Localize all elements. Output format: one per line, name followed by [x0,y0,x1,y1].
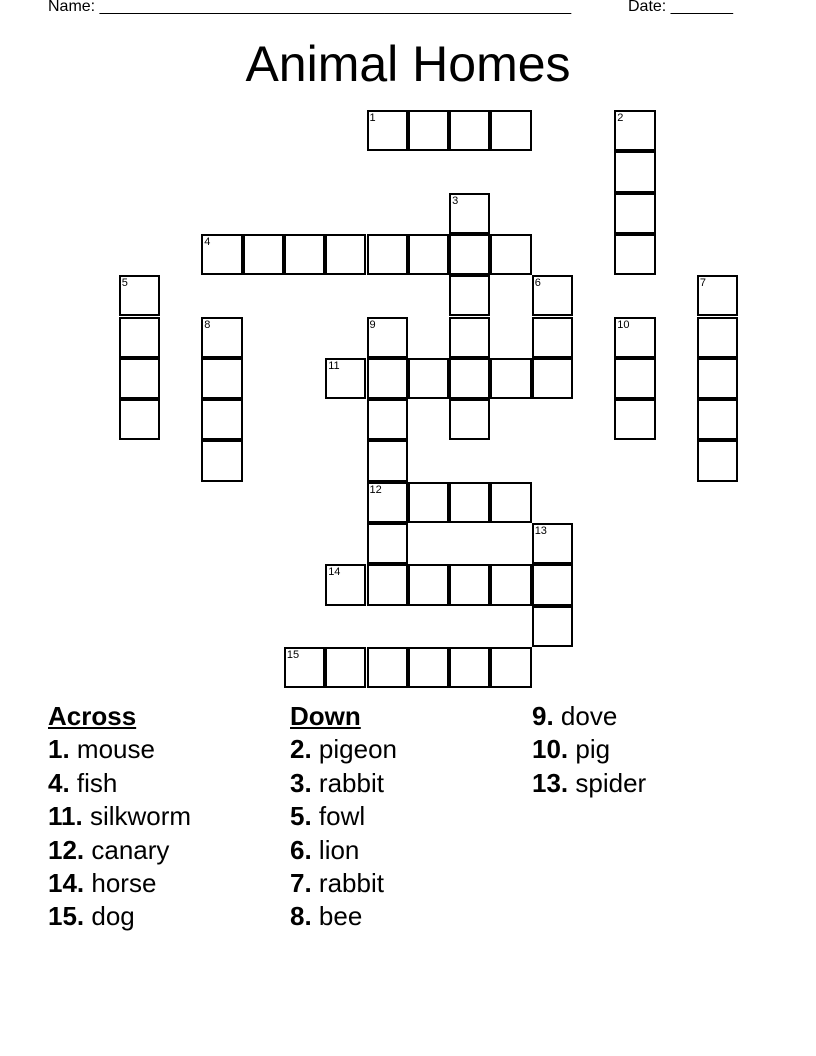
clue-number: 8 [204,318,211,331]
grid-cell[interactable] [119,317,160,358]
grid-cell[interactable] [697,440,738,481]
name-field-label: Name: _____________________________________________________ [48,0,572,15]
grid-cell[interactable] [614,317,655,358]
page-title: Animal Homes [245,36,571,92]
grid-cell[interactable] [367,647,408,688]
grid-cell[interactable] [490,234,531,275]
grid-cell[interactable] [532,606,573,647]
grid-cell[interactable] [367,564,408,605]
clue-down-7: 7. rabbit [290,868,384,899]
grid-cell[interactable] [532,317,573,358]
across-clues [48,700,191,934]
grid-cell[interactable] [697,275,738,316]
grid-cell[interactable] [201,440,242,481]
grid-cell[interactable] [614,193,655,234]
grid-cell[interactable] [367,317,408,358]
clue-across-11: 11. silkworm [48,801,192,832]
grid-cell[interactable] [490,482,531,523]
clue-number: 15 [286,648,300,661]
clue-number: 4 [204,235,211,248]
clue-number: 5 [121,277,128,290]
grid-cell[interactable] [367,358,408,399]
clue-across-12: 12. canary [48,834,170,865]
clue-number: 10 [617,318,630,331]
grid-cell[interactable] [449,193,490,234]
grid-cell[interactable] [614,110,655,151]
clue-down-2: 2. pigeon [290,734,397,765]
grid-cell[interactable] [367,440,408,481]
clue-number: 9 [369,318,376,331]
grid-cell[interactable] [490,564,531,605]
down-clues-continued [532,700,646,800]
grid-cell[interactable] [532,358,573,399]
down-clues [290,700,397,934]
grid-cell[interactable] [284,647,325,688]
grid-cell[interactable] [119,399,160,440]
clue-number: 3 [452,194,459,207]
clue-number: 1 [369,112,376,124]
grid-cell[interactable] [201,234,242,275]
grid-cell[interactable] [614,234,655,275]
grid-cell[interactable] [201,399,242,440]
grid-cell[interactable] [408,234,449,275]
grid-cell[interactable] [408,564,449,605]
grid-cell[interactable] [532,275,573,316]
clue-down-3: 3. rabbit [290,767,384,798]
grid-cell[interactable] [532,564,573,605]
grid-cell[interactable] [367,234,408,275]
down-heading: Down [290,701,361,731]
grid-cell[interactable] [490,110,531,151]
grid-cell[interactable] [490,358,531,399]
clue-down-6: 6. lion [290,834,360,865]
grid-cell[interactable] [367,399,408,440]
clue-down-5: 5. fowl [290,801,366,832]
clue-number: 7 [699,277,707,290]
clue-down-10: 10. pig [532,734,611,765]
grid-cell[interactable] [284,234,325,275]
clue-across-14: 14. horse [48,868,157,899]
grid-cell[interactable] [614,399,655,440]
grid-cell[interactable] [532,523,573,564]
grid-cell[interactable] [119,275,160,316]
grid-cell[interactable] [201,358,242,399]
clue-across-1: 1. mouse [48,734,155,765]
grid-cell[interactable] [449,275,490,316]
grid-cell[interactable] [325,234,366,275]
clue-number: 14 [328,566,341,579]
clue-down-9: 9. dove [532,701,618,731]
grid-cell[interactable] [408,647,449,688]
clue-down-8: 8. bee [290,901,363,932]
grid-cell[interactable] [408,110,449,151]
date-field-label: Date: _______ [628,0,733,15]
clue-number: 12 [369,483,382,496]
grid-cell[interactable] [325,358,366,399]
grid-cell[interactable] [408,482,449,523]
grid-cell[interactable] [449,234,490,275]
grid-cell[interactable] [449,399,490,440]
clue-down-13: 13. spider [532,767,647,798]
grid-cell[interactable] [697,399,738,440]
grid-cell[interactable] [697,317,738,358]
grid-cell[interactable] [449,358,490,399]
grid-cell[interactable] [119,358,160,399]
grid-cell[interactable] [243,234,284,275]
grid-cell[interactable] [367,523,408,564]
clue-number: 13 [534,525,547,537]
clue-across-4: 4. fish [48,767,118,798]
grid-cell[interactable] [449,482,490,523]
grid-cell[interactable] [367,110,408,151]
grid-cell[interactable] [408,358,449,399]
grid-cell[interactable] [614,358,655,399]
clue-number: 6 [534,277,541,290]
grid-cell[interactable] [449,110,490,151]
clue-number: 2 [617,112,624,124]
across-heading: Across [48,701,137,731]
grid-cell[interactable] [325,647,366,688]
grid-cell[interactable] [449,647,490,688]
grid-cell[interactable] [697,358,738,399]
grid-cell[interactable] [201,317,242,358]
grid-cell[interactable] [449,564,490,605]
grid-cell[interactable] [325,564,366,605]
grid-cell[interactable] [449,317,490,358]
grid-cell[interactable] [367,482,408,523]
clue-number: 11 [328,359,340,372]
grid-cell[interactable] [490,647,531,688]
grid-cell[interactable] [614,151,655,192]
clue-across-15: 15. dog [48,901,135,932]
